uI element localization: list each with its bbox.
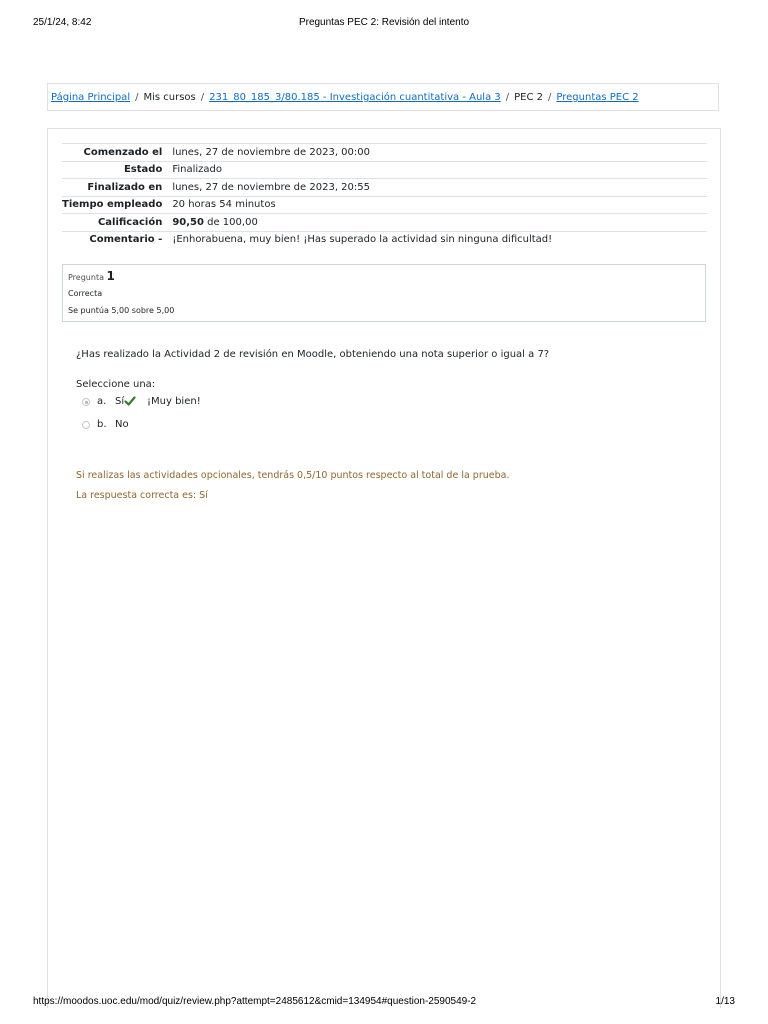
summary-row-started (62, 144, 707, 162)
general-feedback: Si realizas las actividades opcionales, tendrás 0,5/10 puntos respecto al total de la prueba. (76, 470, 510, 481)
summary-value: Finalizado (168, 161, 707, 179)
breadcrumb-separator: / (200, 92, 205, 103)
summary-value: 20 horas 54 minutos (168, 196, 707, 214)
summary-label: Comentario - (62, 231, 168, 248)
print-url: https://moodos.uoc.edu/mod/quiz/review.php?attempt=2485612&cmid=134954#question-2590549-2 (33, 996, 477, 1007)
review-panel (47, 128, 721, 1008)
answer-feedback: ¡Muy bien! (147, 396, 201, 407)
breadcrumb (47, 83, 719, 111)
summary-row-comment (62, 231, 707, 248)
right-answer: La respuesta correcta es: Sí (76, 490, 208, 501)
breadcrumb-home-link[interactable]: Página Principal (51, 92, 131, 103)
summary-label: Finalizado en (62, 179, 168, 197)
answer-letter: b. (97, 419, 107, 430)
summary-value: ¡Enhorabuena, muy bien! ¡Has superado la actividad sin ninguna dificultad! (168, 231, 707, 248)
answer-text: No (115, 419, 129, 430)
print-header (0, 17, 768, 31)
question-text: ¿Has realizado la Actividad 2 de revisión en Moodle, obteniendo una nota superior o igual a 7? (76, 349, 550, 360)
question-info-box (62, 264, 706, 322)
breadcrumb-pec2: PEC 2 (514, 92, 544, 103)
summary-label: Estado (62, 161, 168, 179)
summary-label: Comenzado el (62, 144, 168, 162)
summary-row-time-taken (62, 196, 707, 214)
breadcrumb-course-link[interactable]: 231_80_185_3/80.185 - Investigación cuantitativa - Aula 3 (209, 92, 501, 103)
print-datetime: 25/1/24, 8:42 (33, 17, 92, 28)
summary-row-state (62, 161, 707, 179)
summary-row-grade (62, 214, 707, 232)
answer-letter: a. (97, 396, 107, 407)
breadcrumb-separator: / (505, 92, 510, 103)
summary-row-finished (62, 179, 707, 197)
print-page-title: Preguntas PEC 2: Revisión del intento (298, 17, 470, 28)
summary-label: Calificación (62, 214, 168, 232)
breadcrumb-separator: / (135, 92, 139, 103)
answer-text: Sí (115, 396, 125, 407)
question-grade: Se puntúa 5,00 sobre 5,00 (68, 306, 175, 315)
summary-value: lunes, 27 de noviembre de 2023, 20:55 (168, 179, 707, 197)
attempt-summary-table (62, 143, 707, 248)
grade-max: de 100,00 (203, 216, 258, 228)
summary-value: lunes, 27 de noviembre de 2023, 00:00 (168, 144, 707, 162)
answer-prompt: Seleccione una: (76, 379, 156, 390)
print-page-count: 1/13 (715, 996, 735, 1007)
summary-value (168, 214, 707, 232)
breadcrumb-separator: / (548, 92, 552, 103)
breadcrumb-my-courses: Mis cursos (143, 92, 196, 103)
summary-label: Tiempo empleado (62, 196, 168, 214)
question-state: Correcta (68, 289, 103, 298)
breadcrumb-quiz-link[interactable]: Preguntas PEC 2 (556, 92, 639, 103)
radio-button[interactable] (82, 421, 90, 429)
radio-button[interactable] (82, 398, 90, 406)
question-number-value: 1 (106, 269, 115, 283)
question-number (68, 269, 115, 283)
question-label: Pregunta (68, 273, 104, 282)
check-icon (124, 395, 136, 407)
grade-score: 90,50 (172, 216, 204, 228)
